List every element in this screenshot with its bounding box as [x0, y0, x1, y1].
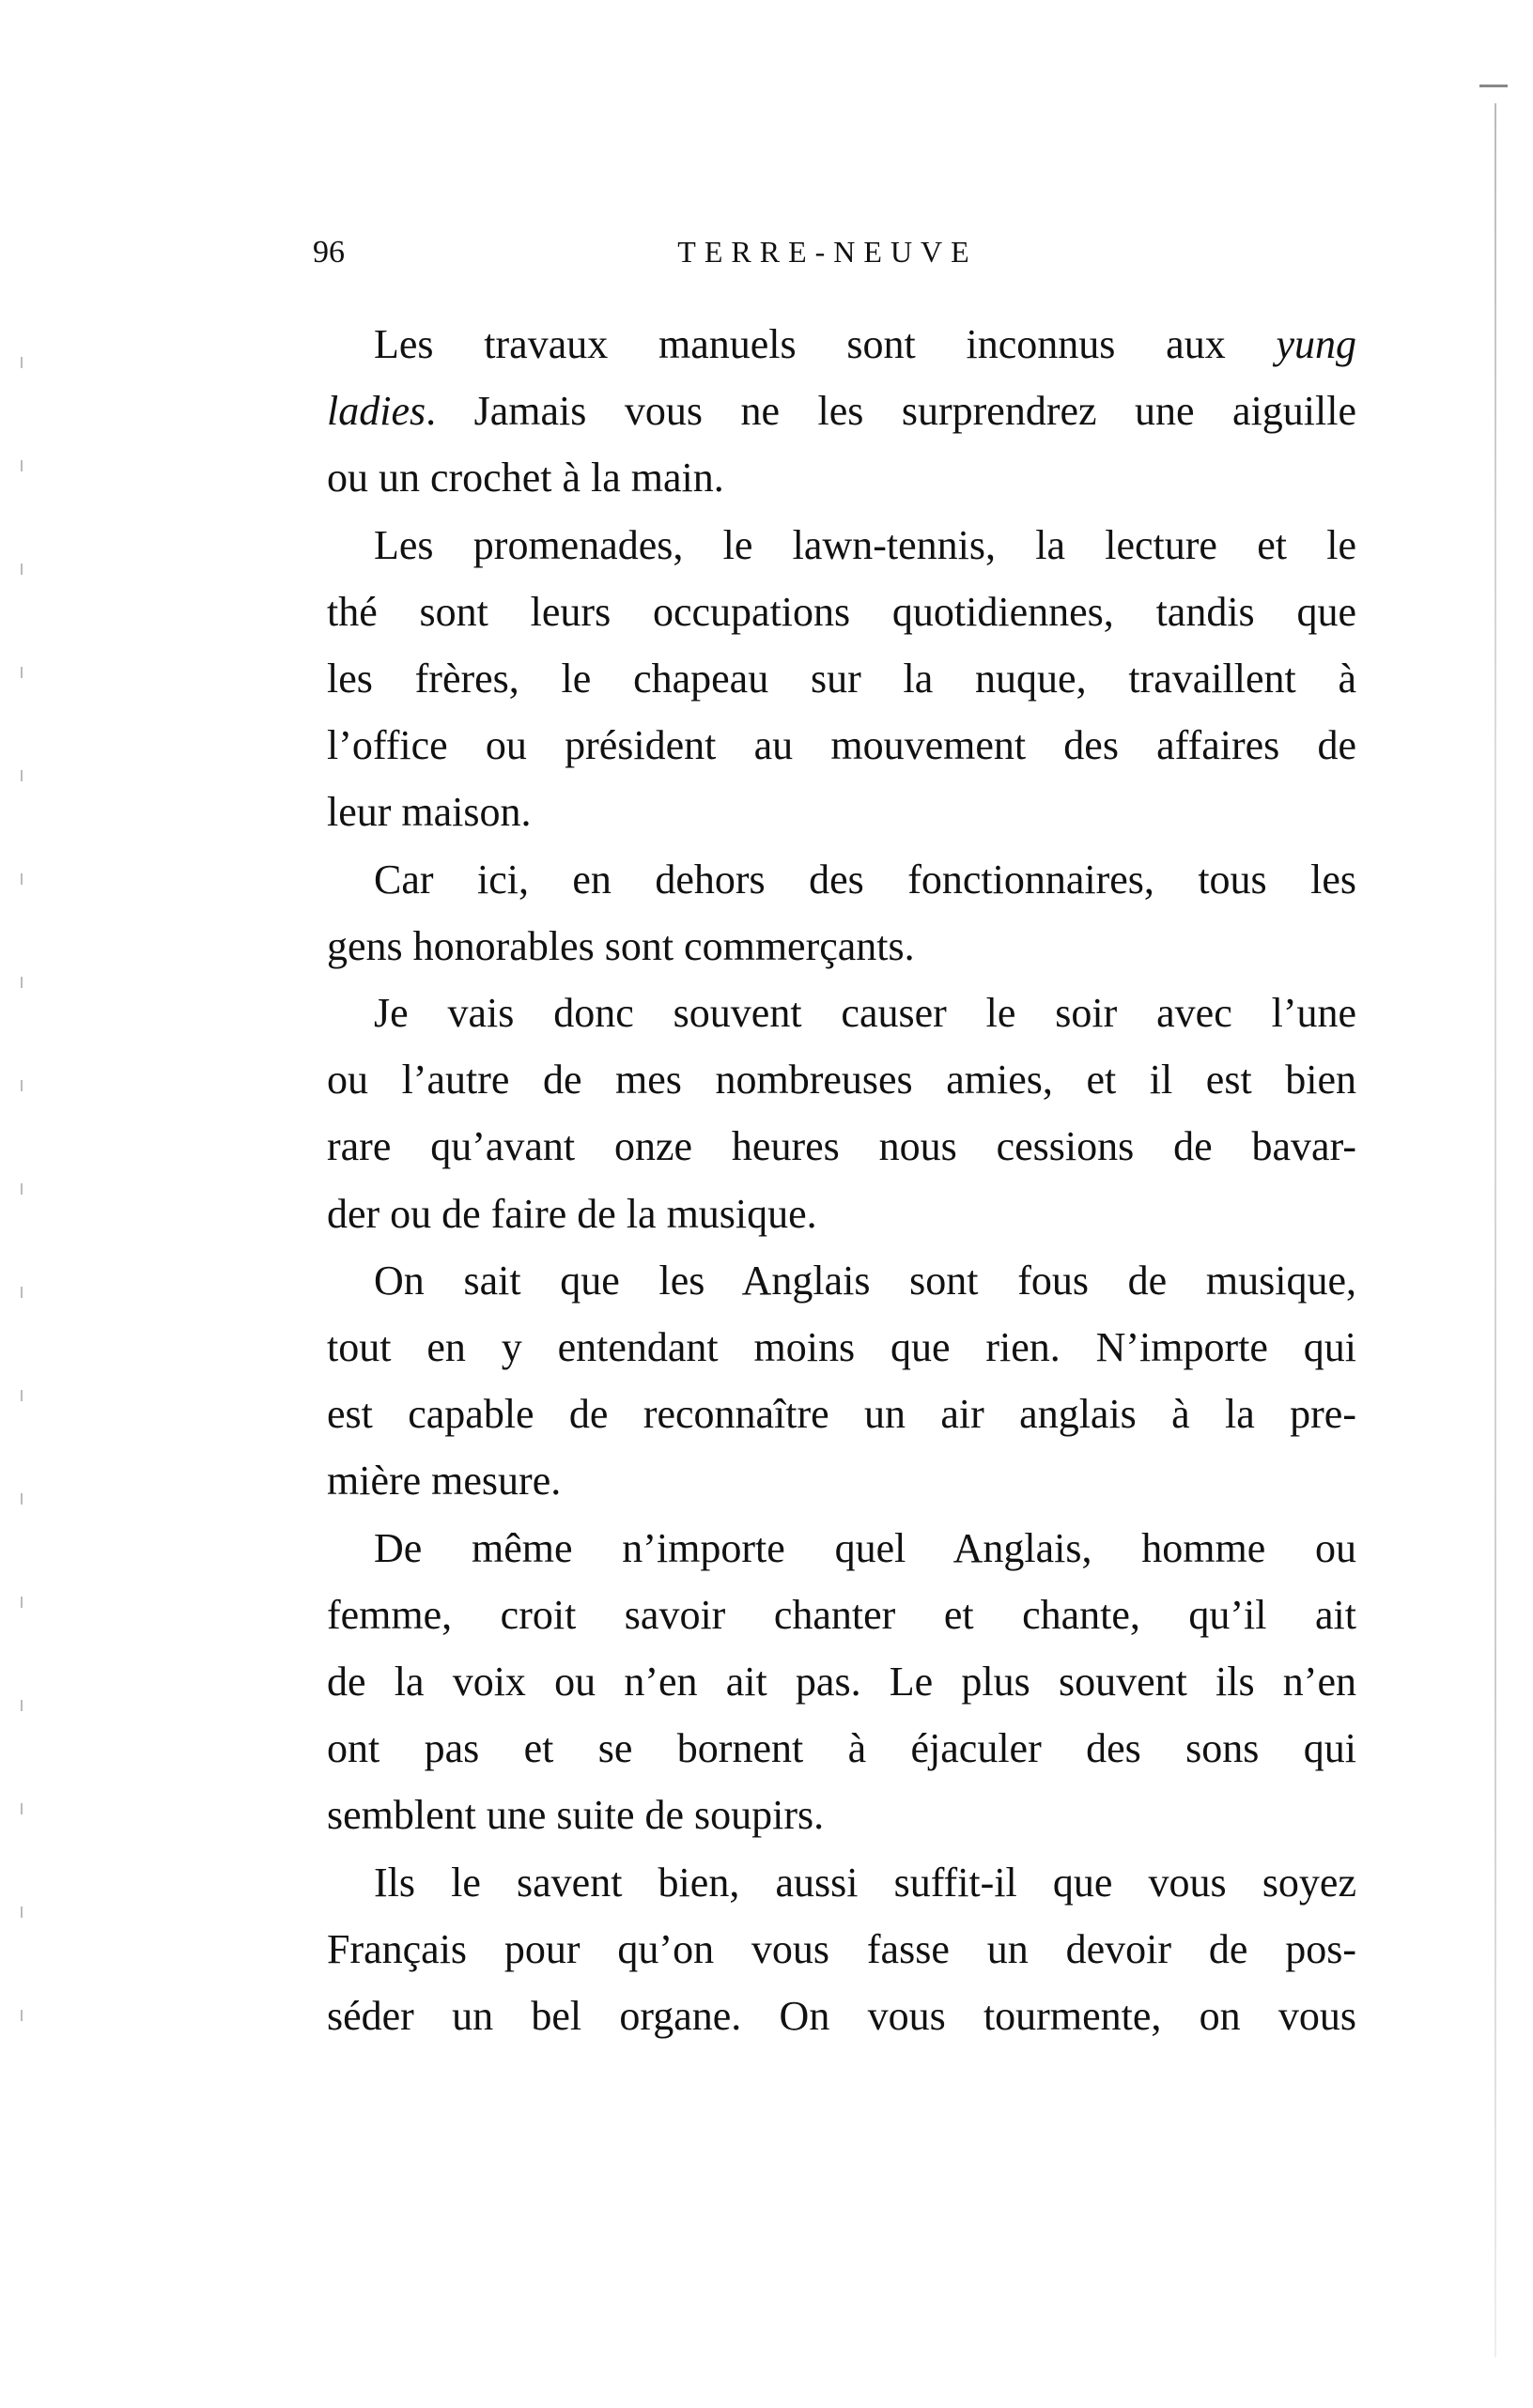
running-title: TERRE-NEUVE	[677, 235, 978, 269]
page-edge	[1494, 103, 1496, 2357]
text-line	[327, 1386, 1356, 1443]
text-span: tout en y entendant moins que rien. N’importe qui	[327, 1324, 1356, 1370]
italic-text: yung	[1276, 321, 1356, 367]
text-span: séder un bel organe. On vous tourmente, on vous	[327, 1993, 1356, 2039]
text-span: l’office ou président au mouvement des affaires de	[327, 722, 1356, 769]
text-line	[327, 1052, 1356, 1108]
text-line	[327, 383, 1356, 440]
text-line	[327, 1988, 1356, 2045]
text-span: ou un crochet à la main.	[327, 455, 724, 502]
text-span: ou l’autre de mes nombreuses amies, et il est bien	[327, 1057, 1356, 1104]
text-span: rare qu’avant onze heures nous cessions de bavar-	[327, 1123, 1356, 1170]
text-line	[327, 651, 1356, 707]
text-span: der ou de faire de la musique.	[327, 1190, 817, 1237]
scan-margin-marks	[21, 319, 23, 2057]
text-span: ont pas et se bornent à éjaculer des sons qui	[327, 1725, 1356, 1772]
text-span: thé sont leurs occupations quotidiennes, tandis que	[327, 588, 1356, 635]
text-span: gens honorables sont commerçants.	[327, 922, 915, 969]
text-line	[327, 450, 1356, 506]
text-span: Les promenades, le lawn-tennis, la lecture et le	[374, 521, 1356, 568]
text-span: les frères, le chapeau sur la nuque, travaillent à	[327, 656, 1356, 702]
text-line	[327, 1186, 1356, 1243]
text-span: semblent une suite de soupirs.	[327, 1792, 825, 1839]
text-line	[327, 1922, 1356, 1978]
text-span: Les travaux manuels sont inconnus aux	[374, 321, 1277, 367]
text-span: mière mesure.	[327, 1458, 562, 1505]
text-line	[327, 1520, 1356, 1577]
text-line	[327, 985, 1356, 1042]
text-line	[327, 1253, 1356, 1309]
text-line	[327, 784, 1356, 841]
text-span: leur maison.	[327, 789, 532, 836]
text-line	[327, 1119, 1356, 1175]
page-edge-mark	[1479, 85, 1508, 87]
text-line	[327, 718, 1356, 774]
text-span: Je vais donc souvent causer le soir avec l’une	[374, 990, 1356, 1036]
text-line	[327, 1587, 1356, 1644]
text-line	[327, 852, 1356, 908]
text-span: De même n’importe quel Anglais, homme ou	[374, 1524, 1356, 1571]
text-line	[327, 918, 1356, 975]
text-line	[327, 1855, 1356, 1911]
text-span: Car ici, en dehors des fonctionnaires, tous les	[374, 856, 1356, 903]
text-span: de la voix ou n’en ait pas. Le plus souvent ils n’en	[327, 1659, 1356, 1705]
text-line	[327, 1721, 1356, 1777]
text-span: est capable de reconnaître un air anglais à la pre-	[327, 1391, 1356, 1438]
text-line	[327, 316, 1356, 373]
text-line	[327, 1654, 1356, 1710]
italic-text: ladies	[327, 388, 426, 435]
text-line	[327, 1453, 1356, 1509]
text-span: femme, croit savoir chanter et chante, qu’il ait	[327, 1591, 1356, 1638]
text-line	[327, 1787, 1356, 1844]
text-span: Français pour qu’on vous fasse un devoir de pos-	[327, 1925, 1356, 1972]
text-line	[327, 1320, 1356, 1376]
page-number: 96	[313, 235, 345, 270]
text-line	[327, 584, 1356, 641]
text-line	[327, 517, 1356, 574]
text-span: On sait que les Anglais sont fous de musique,	[374, 1257, 1356, 1304]
text-span: Ils le savent bien, aussi suffit-il que vous soyez	[374, 1859, 1356, 1906]
text-span: . Jamais vous ne les surprendrez une aiguille	[426, 388, 1356, 435]
